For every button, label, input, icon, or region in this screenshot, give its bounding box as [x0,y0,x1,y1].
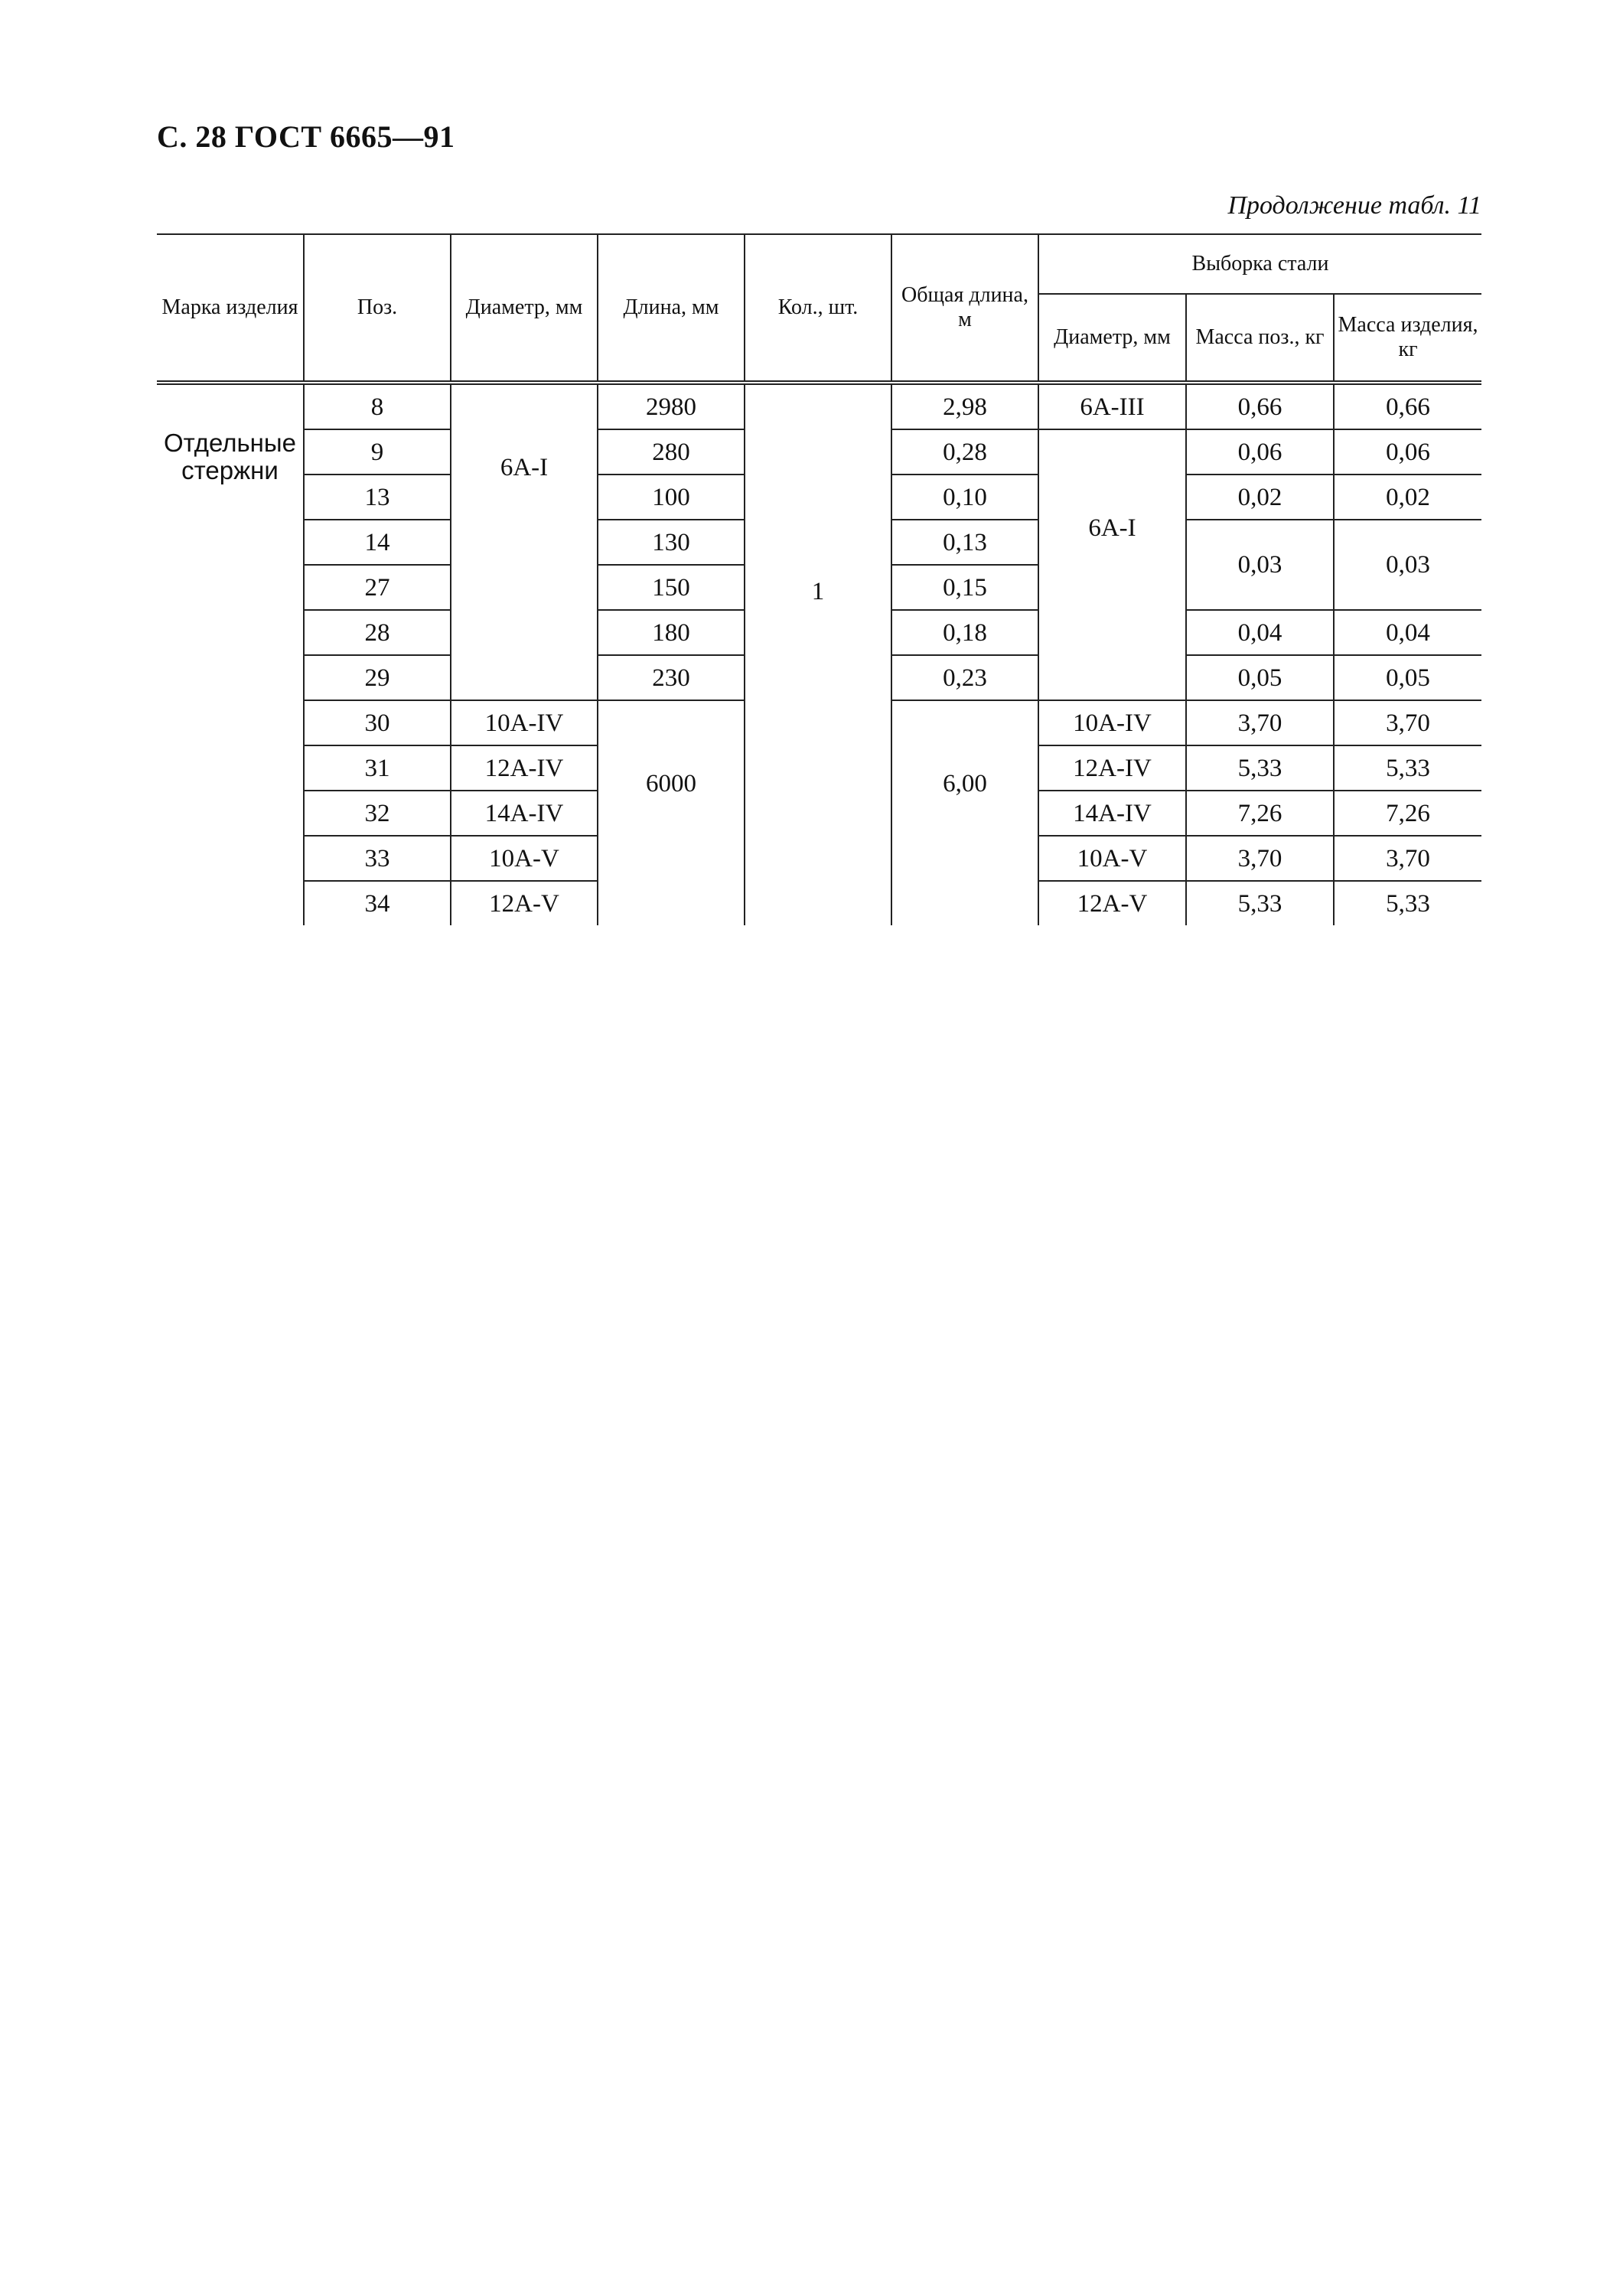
mass-pos-cell: 3,70 [1186,700,1334,745]
total-length-cell: 2,98 [891,383,1038,429]
diameter-cell: 6А-I [451,383,598,700]
qty-cell: 1 [745,383,891,925]
total-length-cell: 6,00 [891,700,1038,925]
mass-pos-cell: 7,26 [1186,791,1334,836]
table-continuation-note: Продолжение табл. 11 [1227,191,1481,220]
pos-cell: 8 [304,383,451,429]
mass-pos-cell: 5,33 [1186,881,1334,925]
diameter-cell: 14А-IV [451,791,598,836]
mass-item-cell: 0,02 [1334,475,1481,520]
steel-sample-table [157,233,1481,925]
col-header-mass-item: Масса изделия, кг [1334,294,1481,383]
steel-diameter-cell: 10А-V [1038,836,1186,881]
diameter-cell: 10А-IV [451,700,598,745]
pos-cell: 28 [304,610,451,655]
mass-pos-cell: 0,66 [1186,383,1334,429]
pos-cell: 33 [304,836,451,881]
mass-item-cell: 0,03 [1334,520,1481,610]
steel-diameter-cell: 6А-I [1038,429,1186,700]
total-length-cell: 0,10 [891,475,1038,520]
pos-cell: 9 [304,429,451,475]
pos-cell: 31 [304,745,451,791]
mass-item-cell: 3,70 [1334,836,1481,881]
mass-item-cell: 0,06 [1334,429,1481,475]
mass-item-cell: 0,66 [1334,383,1481,429]
pos-cell: 32 [304,791,451,836]
col-header-mark: Марка изделия [157,234,304,383]
length-cell: 230 [598,655,745,700]
length-cell: 280 [598,429,745,475]
diameter-cell: 12А-IV [451,745,598,791]
mass-pos-cell: 0,03 [1186,520,1334,610]
col-header-steel-diameter: Диаметр, мм [1038,294,1186,383]
diameter-cell: 10А-V [451,836,598,881]
mass-pos-cell: 0,02 [1186,475,1334,520]
pos-cell: 27 [304,565,451,610]
mass-item-cell: 3,70 [1334,700,1481,745]
col-header-pos: Поз. [304,234,451,383]
col-header-mass-pos: Масса поз., кг [1186,294,1334,383]
pos-cell: 29 [304,655,451,700]
col-header-total-length: Общая длина, м [891,234,1038,383]
mass-item-cell: 0,05 [1334,655,1481,700]
steel-diameter-cell: 14А-IV [1038,791,1186,836]
steel-diameter-cell: 6А-III [1038,383,1186,429]
length-cell: 2980 [598,383,745,429]
total-length-cell: 0,28 [891,429,1038,475]
length-cell: 180 [598,610,745,655]
col-header-qty: Кол., шт. [745,234,891,383]
diameter-cell: 12А-V [451,881,598,925]
total-length-cell: 0,13 [891,520,1038,565]
col-header-diameter: Диаметр, мм [451,234,598,383]
mass-item-cell: 0,04 [1334,610,1481,655]
steel-diameter-cell: 10А-IV [1038,700,1186,745]
mass-item-cell: 7,26 [1334,791,1481,836]
mass-pos-cell: 0,04 [1186,610,1334,655]
mass-pos-cell: 5,33 [1186,745,1334,791]
mass-pos-cell: 3,70 [1186,836,1334,881]
pos-cell: 13 [304,475,451,520]
mass-pos-cell: 0,05 [1186,655,1334,700]
total-length-cell: 0,15 [891,565,1038,610]
pos-cell: 14 [304,520,451,565]
steel-diameter-cell: 12А-IV [1038,745,1186,791]
mass-item-cell: 5,33 [1334,881,1481,925]
length-cell: 130 [598,520,745,565]
pos-cell: 30 [304,700,451,745]
col-header-length: Длина, мм [598,234,745,383]
mark-cell: Отдельные стержни [157,383,304,925]
table-row [157,383,1481,429]
length-cell: 6000 [598,700,745,925]
mass-pos-cell: 0,06 [1186,429,1334,475]
pos-cell: 34 [304,881,451,925]
steel-diameter-cell: 12А-V [1038,881,1186,925]
length-cell: 150 [598,565,745,610]
mass-item-cell: 5,33 [1334,745,1481,791]
length-cell: 100 [598,475,745,520]
col-header-steel-sample: Выборка стали [1038,234,1481,294]
total-length-cell: 0,23 [891,655,1038,700]
page-title: С. 28 ГОСТ 6665—91 [157,119,455,154]
total-length-cell: 0,18 [891,610,1038,655]
